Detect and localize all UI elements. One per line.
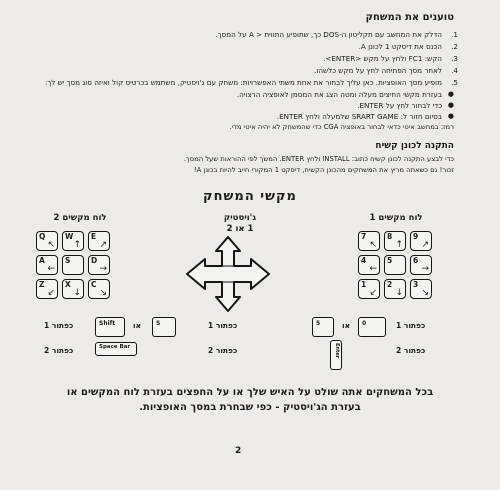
key-c: C ↘ <box>88 279 110 299</box>
step-4 <box>42 66 458 75</box>
step-2 <box>42 42 458 51</box>
key-space-bar: Space Bar <box>95 342 137 356</box>
step-3 <box>42 54 458 63</box>
key-5: 5 <box>384 255 406 275</box>
key-enter: Enter <box>330 340 342 370</box>
step-number: 2. <box>451 42 458 51</box>
footer-text <box>38 385 462 415</box>
footer-line-1: בכל המשחקים אתה שולט על האיש שלך או על החפצים בעזרת לוח המקשים או <box>66 387 434 398</box>
key-2: 2 ↓ <box>384 279 406 299</box>
install-title: התקנה לכונן קשיח <box>375 141 454 151</box>
step-text: הכנס את דיסקט 1 לכונן A. <box>358 42 442 51</box>
step-number: 5. <box>451 78 458 87</box>
kb2-button-1-label: כפתור 1 <box>44 321 74 330</box>
keyboard-2-label: לוח מקשים 2 <box>53 213 107 223</box>
keyboard-1-grid <box>358 231 436 301</box>
tip-note: רמז: במחשב איטי כדאי לבחור באופציה CGA כדי שהמשחק לא יהיה איטי מדי. <box>229 123 454 131</box>
install-line-1: כדי לבצע התקנה לכונן קשיח כתוב: INSTALL ולחץ ENTER. המשך לפי ההוראות שעל המסך. <box>183 155 454 163</box>
bullet-dot: ● <box>447 112 454 120</box>
bullet-text: כדי לבחור לחץ על ENTER. <box>357 101 442 110</box>
keyboard-2-grid <box>36 231 114 301</box>
step-number: 4. <box>451 66 458 75</box>
controls-title: מקשי המשחק <box>203 189 297 204</box>
key-5-button: 5 <box>312 317 334 337</box>
kb1-button-2-label: כפתור 2 <box>396 346 426 355</box>
key-6: 6 → <box>410 255 432 275</box>
kb1-button-1-label: כפתור 1 <box>396 321 426 330</box>
bullet-dot: ● <box>447 90 454 98</box>
key-shift: Shift <box>95 317 125 337</box>
key-z: Z ↙ <box>36 279 58 299</box>
key-s: S <box>62 255 84 275</box>
joystick-sublabel: 1 או 2 <box>226 224 254 234</box>
step-text: מופיע מסך האופציות. כאן עליך לבחור את אחת משתי האפשרויות: משחק עם ג'ויסטיק, משתמש בכרטיס קול ואיזה סוג מסך יש לך: <box>45 78 442 87</box>
bullet-1 <box>42 90 454 99</box>
install-line-2: זכור! גם כשאתה מריץ את המשחקים מהכונן הקשיח, דיסקט 1 המקורי חייב להיות בכונן A! <box>193 166 454 174</box>
keyboard-1-label: לוח מקשים 1 <box>369 213 423 223</box>
key-w: W ↑ <box>62 231 84 251</box>
step-5 <box>42 78 458 87</box>
footer-line-2: בעזרת הג'ויסטיק - כפי שבחרת במסך האופציות. <box>139 402 361 413</box>
key-e: E ↗ <box>88 231 110 251</box>
key-q: Q ↖ <box>36 231 58 251</box>
page-number: 2 <box>235 446 242 456</box>
key-1: 1 ↙ <box>358 279 380 299</box>
loading-title: טוענים את המשחק <box>365 12 454 23</box>
key-4: 4 ← <box>358 255 380 275</box>
or-text: או <box>133 321 142 330</box>
kb2-button-2-label: כפתור 2 <box>44 346 74 355</box>
key-8: 8 ↑ <box>384 231 406 251</box>
joystick-button-2-label: כפתור 2 <box>208 346 238 355</box>
key-3: 3 ↘ <box>410 279 432 299</box>
key-x: X ↓ <box>62 279 84 299</box>
key-9: 9 ↗ <box>410 231 432 251</box>
step-text: הדלק את המחשב עם תקליטון ה-DOS כך, שתופיע התווית < A על המסך. <box>215 30 442 39</box>
bullet-2 <box>42 101 454 110</box>
key-7: 7 ↖ <box>358 231 380 251</box>
joystick-label: ג'ויסטיק <box>223 213 257 223</box>
or-text: או <box>342 321 351 330</box>
step-number: 3. <box>451 54 458 63</box>
key-0-button: 0 <box>358 317 386 337</box>
bullet-text: בסיום חזור ל: SRART GAME שלמעלה ולחץ ENTER. <box>276 112 442 121</box>
joystick-arrows-icon <box>183 235 273 313</box>
step-number: 1. <box>451 30 458 39</box>
step-text: הקש: FC1 ולחץ על מקש <ENTER>. <box>323 54 442 63</box>
key-s-button: S <box>152 317 176 337</box>
bullet-text: בעזרת מקשי החיצים מעלה ומטה הצג את המסמן לאופציה הרצויה. <box>236 90 442 99</box>
step-1 <box>42 30 458 39</box>
key-a: A ← <box>36 255 58 275</box>
bullet-dot: ● <box>447 101 454 109</box>
key-d: D → <box>88 255 110 275</box>
step-text: לאחר מסך הפתיחה לחץ על מקש כלשהו. <box>314 66 442 75</box>
bullet-3 <box>42 112 454 121</box>
joystick-button-1-label: כפתור 1 <box>208 321 238 330</box>
